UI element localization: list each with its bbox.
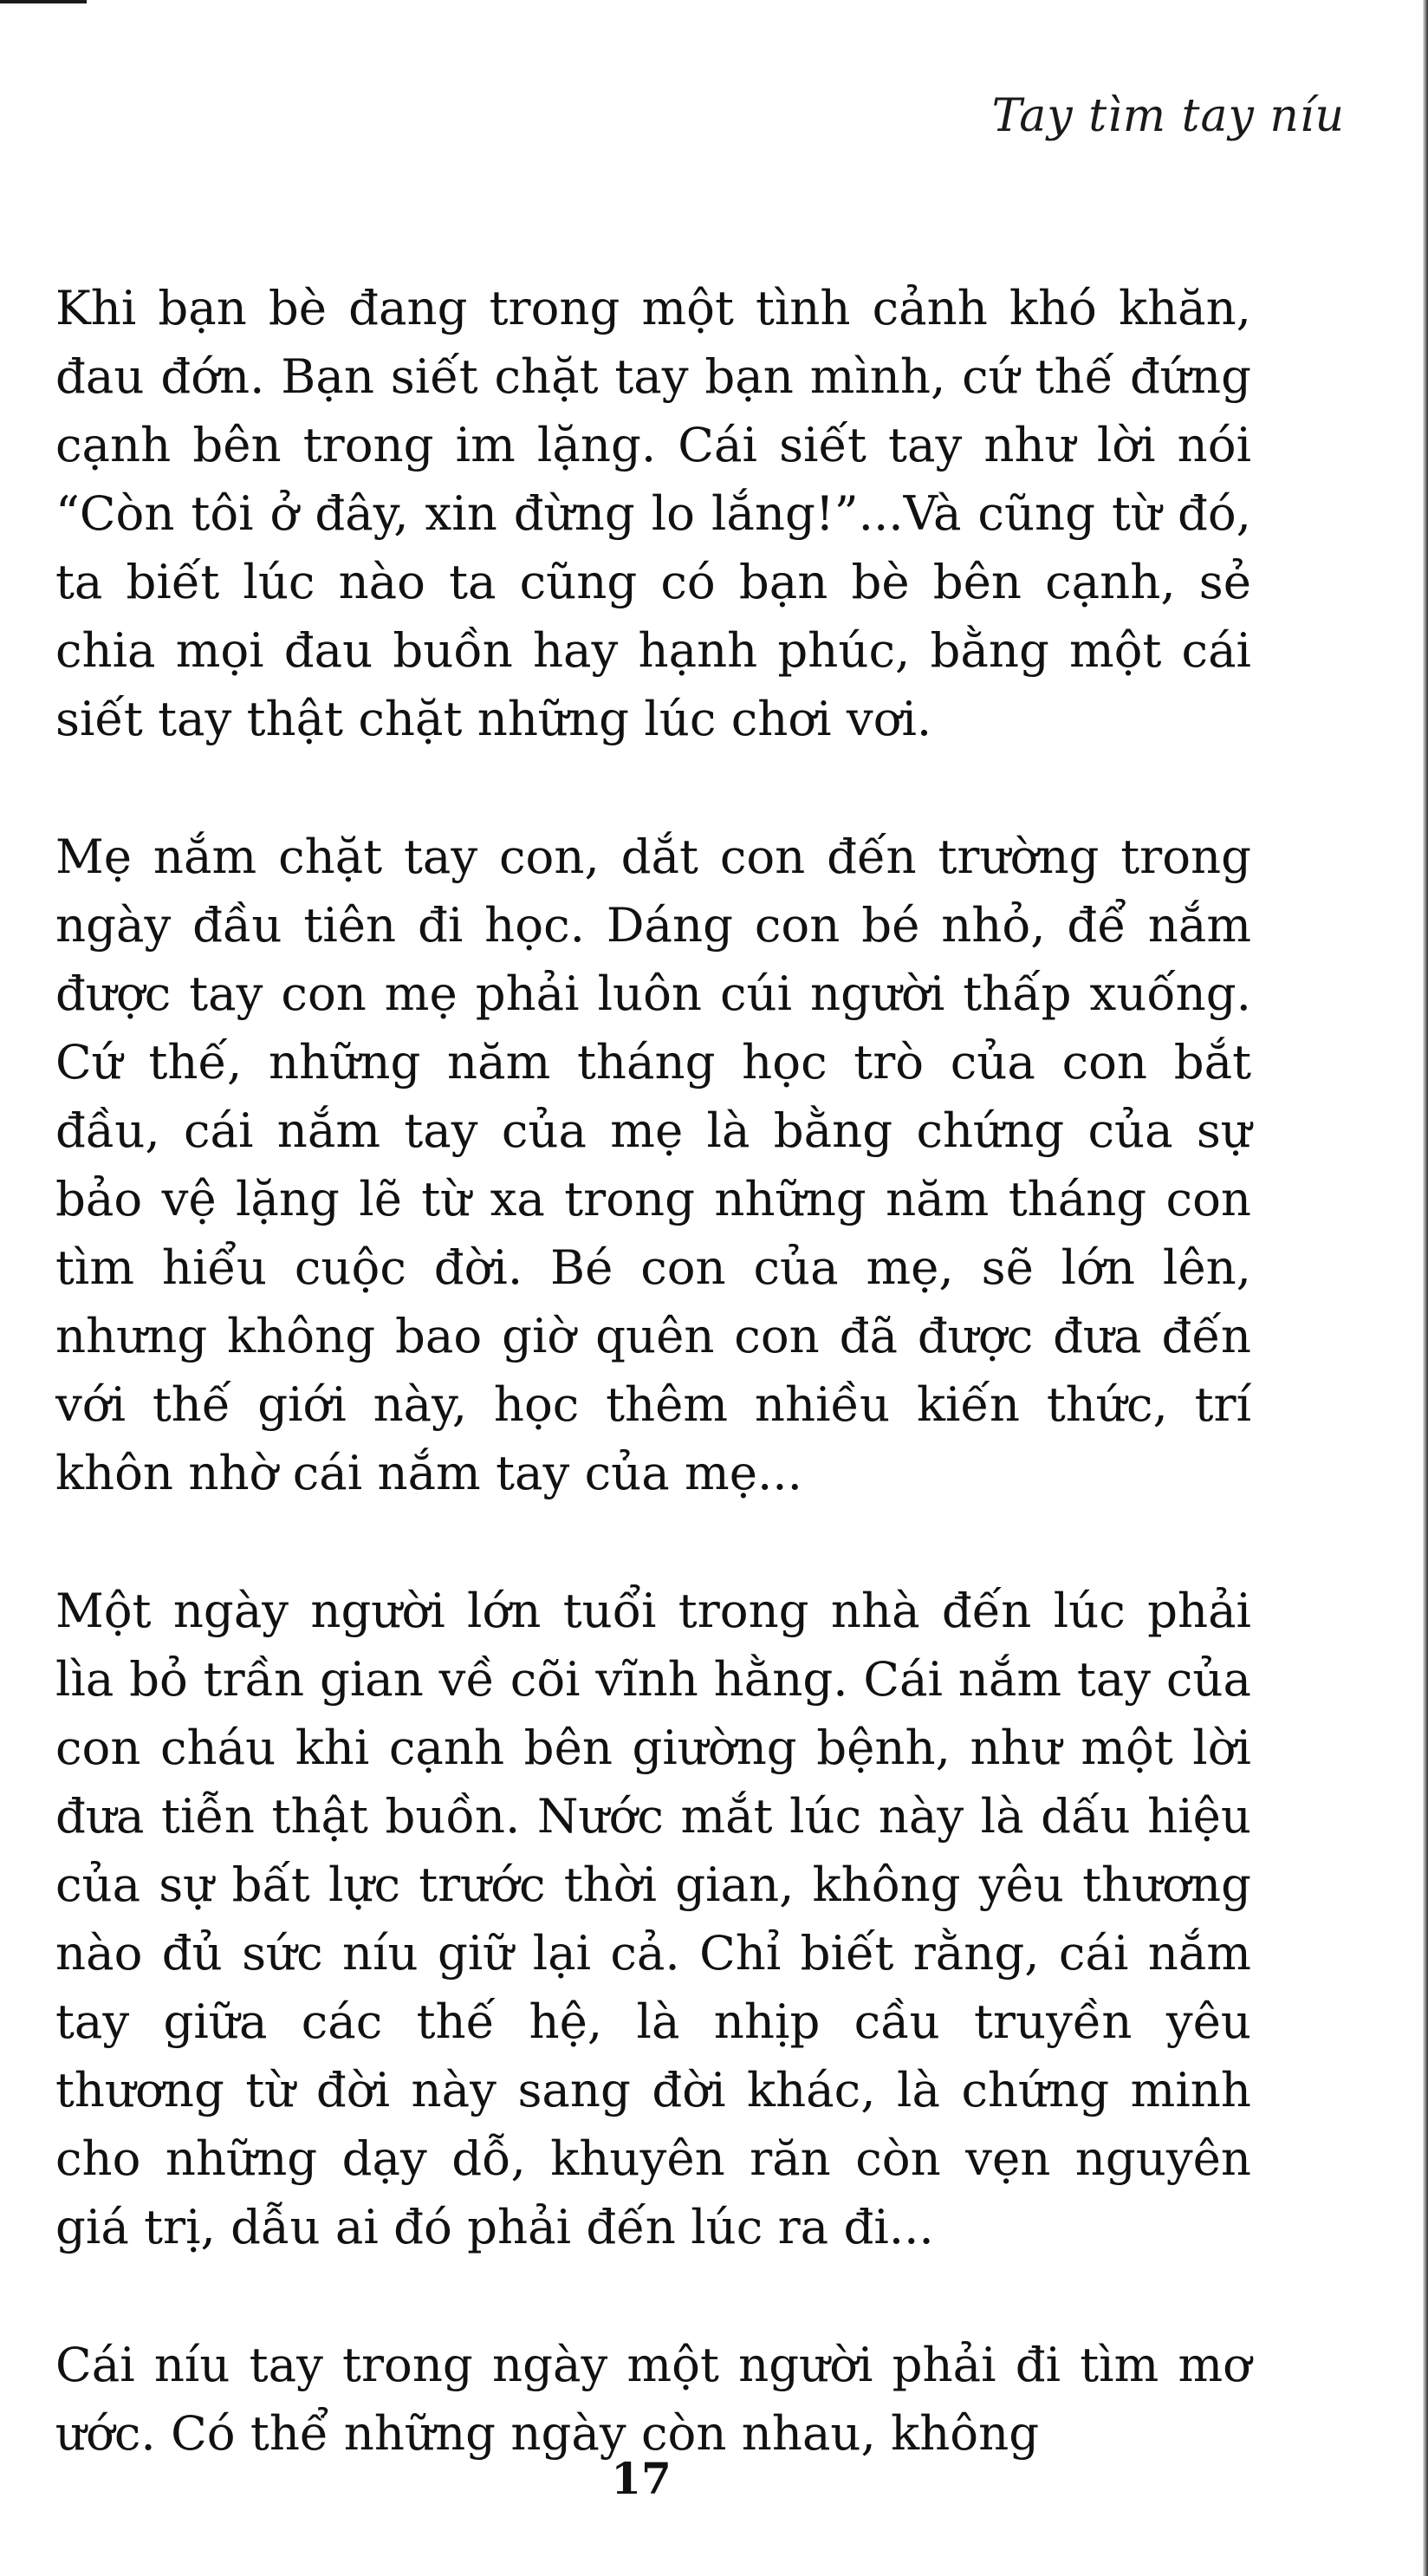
body-text — [55, 274, 1251, 2468]
paragraph-2: Mẹ nắm chặt tay con, dắt con đến trường trong ngày đầu tiên đi học. Dáng con bé nhỏ, để nắm được tay con mẹ phải luôn cúi người thấp xuống. Cứ thế, những năm tháng học trò của con bắt đầu, cái nắm tay của mẹ là bằng chứng của sự bảo vệ lặng lẽ từ xa trong những năm tháng con tìm hiểu cuộc đời. Bé con của mẹ, sẽ lớn lên, nhưng không bao giờ quên con đã được đưa đến với thế giới này, học thêm nhiều kiến thức, trí khôn nhờ cái nắm tay của mẹ... — [55, 829, 1251, 1500]
page-number: 17 — [611, 2453, 672, 2504]
paragraph-1: Khi bạn bè đang trong một tình cảnh khó khăn, đau đớn. Bạn siết chặt tay bạn mình, cứ thế đứng cạnh bên trong im lặng. Cái siết tay như lời nói “Còn tôi ở đây, xin đừng lo lắng!”...Và cũng từ đó, ta biết lúc nào ta cũng có bạn bè bên cạnh, sẻ chia mọi đau buồn hay hạnh phúc, bằng một cái siết tay thật chặt những lúc chơi vơi. — [55, 280, 1251, 746]
scan-top-rule — [0, 0, 87, 3]
running-header-title: Tay tìm tay níu — [991, 90, 1345, 142]
page-edge-shadow — [1423, 0, 1428, 2576]
paragraph-4: Cái níu tay trong ngày một người phải đi tìm mơ ước. Có thể những ngày còn nhau, không — [55, 2337, 1251, 2461]
paragraph-3: Một ngày người lớn tuổi trong nhà đến lúc phải lìa bỏ trần gian về cõi vĩnh hằng. Cái nắm tay của con cháu khi cạnh bên giường bệnh, như một lời đưa tiễn thật buồn. Nước mắt lúc này là dấu hiệu của sự bất lực trước thời gian, không yêu thương nào đủ sức níu giữ lại cả. Chỉ biết rằng, cái nắm tay giữa các thế hệ, là nhịp cầu truyền yêu thương từ đời này sang đời khác, là chứng minh cho những dạy dỗ, khuyên răn còn vẹn nguyên giá trị, dẫu ai đó phải đến lúc ra đi... — [55, 1583, 1251, 2254]
